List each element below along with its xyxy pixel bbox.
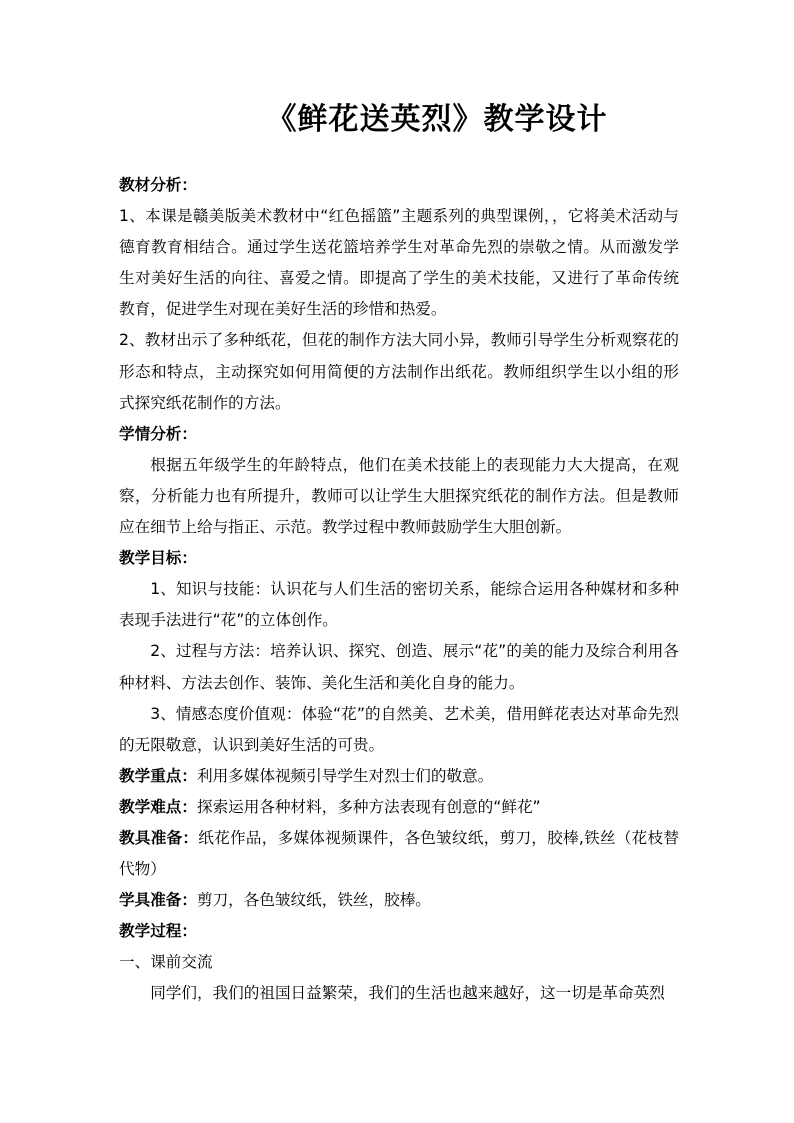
text-teacher-tools: 纸花作品，多媒体视频课件，各色皱纹纸，剪刀，胶棒,铁丝（花枝替代物） [119,828,679,879]
text-student-tools: 剪刀，各色皱纹纸，铁丝，胶棒。 [196,891,431,910]
document-title: 《鲜花送英烈》教学设计 [266,102,608,137]
paragraph-goal-1: 1、知识与技能：认识花与人们生活的密切关系，能综合运用各种媒材和多种表现手法进行“花”的立体创作。 [119,580,679,630]
text-key-point: 利用多媒体视频引导学生对烈士们的敬意。 [196,766,494,785]
label-student-tools: 学具准备： [119,891,197,910]
paragraph-process-step-1: 一、课前交流 [119,953,213,972]
paragraph-teacher-tools [119,823,679,885]
paragraph-material-1: 1、本课是赣美版美术教材中“红色摇篮”主题系列的典型课例，，它将美术活动与德育教育相结合。通过学生送花篮培养学生对革命先烈的崇敬之情。从而激发学生对美好生活的向往、喜爱之情。即提高了学生的美术技能，又进行了革命传统教育，促进学生对现在美好生活的珍惜和热爱。 [119,207,679,319]
paragraph-process-1: 同学们，我们的祖国日益繁荣，我们的生活也越来越好，这一切是革命英烈 [150,984,665,1003]
heading-teaching-process: 教学过程： [119,922,197,941]
paragraph-goal-3: 3、情感态度价值观：体验“花”的自然美、艺术美，借用鲜花表达对革命先烈的无限敬意，认识到美好生活的可贵。 [119,704,679,754]
label-key-point: 教学重点： [119,766,197,785]
text-difficulty: 探索运用各种材料，多种方法表现有创意的“鲜花” [196,797,541,816]
heading-material-analysis: 教材分析： [119,176,197,194]
paragraph-student-tools [119,885,679,916]
label-teacher-tools: 教具准备： [119,828,199,847]
label-difficulty: 教学难点： [119,797,197,816]
heading-student-analysis: 学情分析： [119,424,197,443]
paragraph-key-point [119,761,679,792]
heading-teaching-goals: 教学目标： [119,549,197,568]
paragraph-difficulty [119,792,679,823]
paragraph-goal-2: 2、过程与方法：培养认识、探究、创造、展示“花”的美的能力及综合利用各种材料、方法去创作、装饰、美化生活和美化自身的能力。 [119,642,679,692]
document-body [119,170,679,1010]
paragraph-material-2: 2、教材出示了多种纸花，但花的制作方法大同小异，教师引导学生分析观察花的形态和特点，主动探究如何用简便的方法制作出纸花。教师组织学生以小组的形式探究纸花制作的方法。 [119,331,679,412]
paragraph-student-1: 根据五年级学生的年龄特点，他们在美术技能上的表现能力大大提高，在观察，分析能力也有所提升，教师可以让学生大胆探究纸花的制作方法。但是教师应在细节上给与指正、示范。教学过程中教师鼓励学生大胆创新。 [119,455,679,537]
